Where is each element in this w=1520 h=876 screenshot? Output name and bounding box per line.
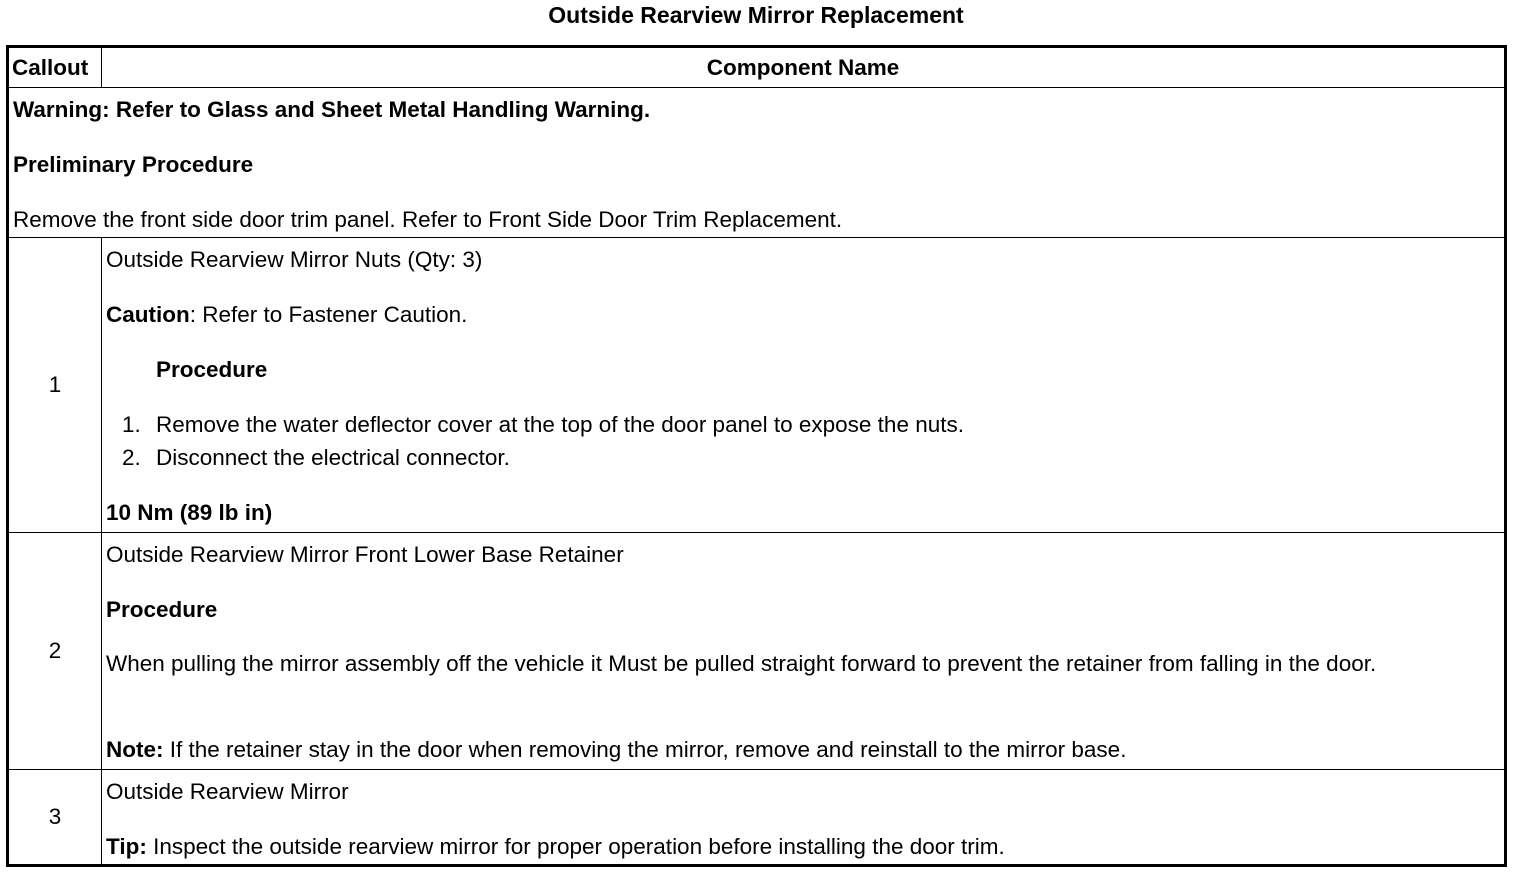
procedure-table xyxy=(6,45,1507,867)
page-title: Outside Rearview Mirror Replacement xyxy=(548,2,964,28)
procedure-text: When pulling the mirror assembly off the vehicle it Must be pulled straight forward to prevent the retainer from falling in the door. xyxy=(106,651,1377,676)
step-number: 2. xyxy=(122,445,141,470)
step-number: 1. xyxy=(122,412,141,437)
step-text: Disconnect the electrical connector. xyxy=(156,445,510,470)
component-name: Outside Rearview Mirror Front Lower Base Retainer xyxy=(106,542,624,567)
header-callout: Callout xyxy=(8,47,102,88)
preliminary-text: Remove the front side door trim panel. Refer to Front Side Door Trim Replacement. xyxy=(13,207,843,232)
callout-number: 1 xyxy=(8,238,102,533)
step-text: Remove the water deflector cover at the top of the door panel to expose the nuts. xyxy=(156,412,964,437)
tip-text: Inspect the outside rearview mirror for proper operation before installing the door trim. xyxy=(146,834,1005,859)
table-row xyxy=(8,770,1506,866)
callout-number: 2 xyxy=(8,533,102,770)
note-text: If the retainer stay in the door when removing the mirror, remove and reinstall to the mirror base. xyxy=(163,737,1127,762)
note-label: Note: xyxy=(106,737,164,762)
table-row xyxy=(8,533,1506,770)
tip-label: Tip: xyxy=(106,834,147,859)
caution-text: : Refer to Fastener Caution. xyxy=(189,302,468,327)
procedure-heading: Procedure xyxy=(156,357,268,382)
torque-spec: 10 Nm (89 lb in) xyxy=(106,500,273,525)
preliminary-row xyxy=(8,88,1506,238)
component-name: Outside Rearview Mirror Nuts (Qty: 3) xyxy=(106,247,483,272)
component-cell xyxy=(102,770,1506,866)
note-line xyxy=(106,736,1126,763)
header-component-name: Component Name xyxy=(102,47,1506,88)
preliminary-heading: Preliminary Procedure xyxy=(13,152,254,177)
callout-number: 3 xyxy=(8,770,102,866)
warning-text: Warning: Refer to Glass and Sheet Metal Handling Warning. xyxy=(13,97,651,122)
table-row xyxy=(8,238,1506,533)
caution-line xyxy=(106,301,467,328)
caution-label: Caution xyxy=(106,302,190,327)
tip-line xyxy=(106,833,1005,860)
component-name: Outside Rearview Mirror xyxy=(106,779,349,804)
table-header-row xyxy=(8,47,1506,88)
preliminary-cell xyxy=(8,88,1506,238)
component-cell xyxy=(102,238,1506,533)
component-cell xyxy=(102,533,1506,770)
procedure-heading: Procedure xyxy=(106,597,218,622)
